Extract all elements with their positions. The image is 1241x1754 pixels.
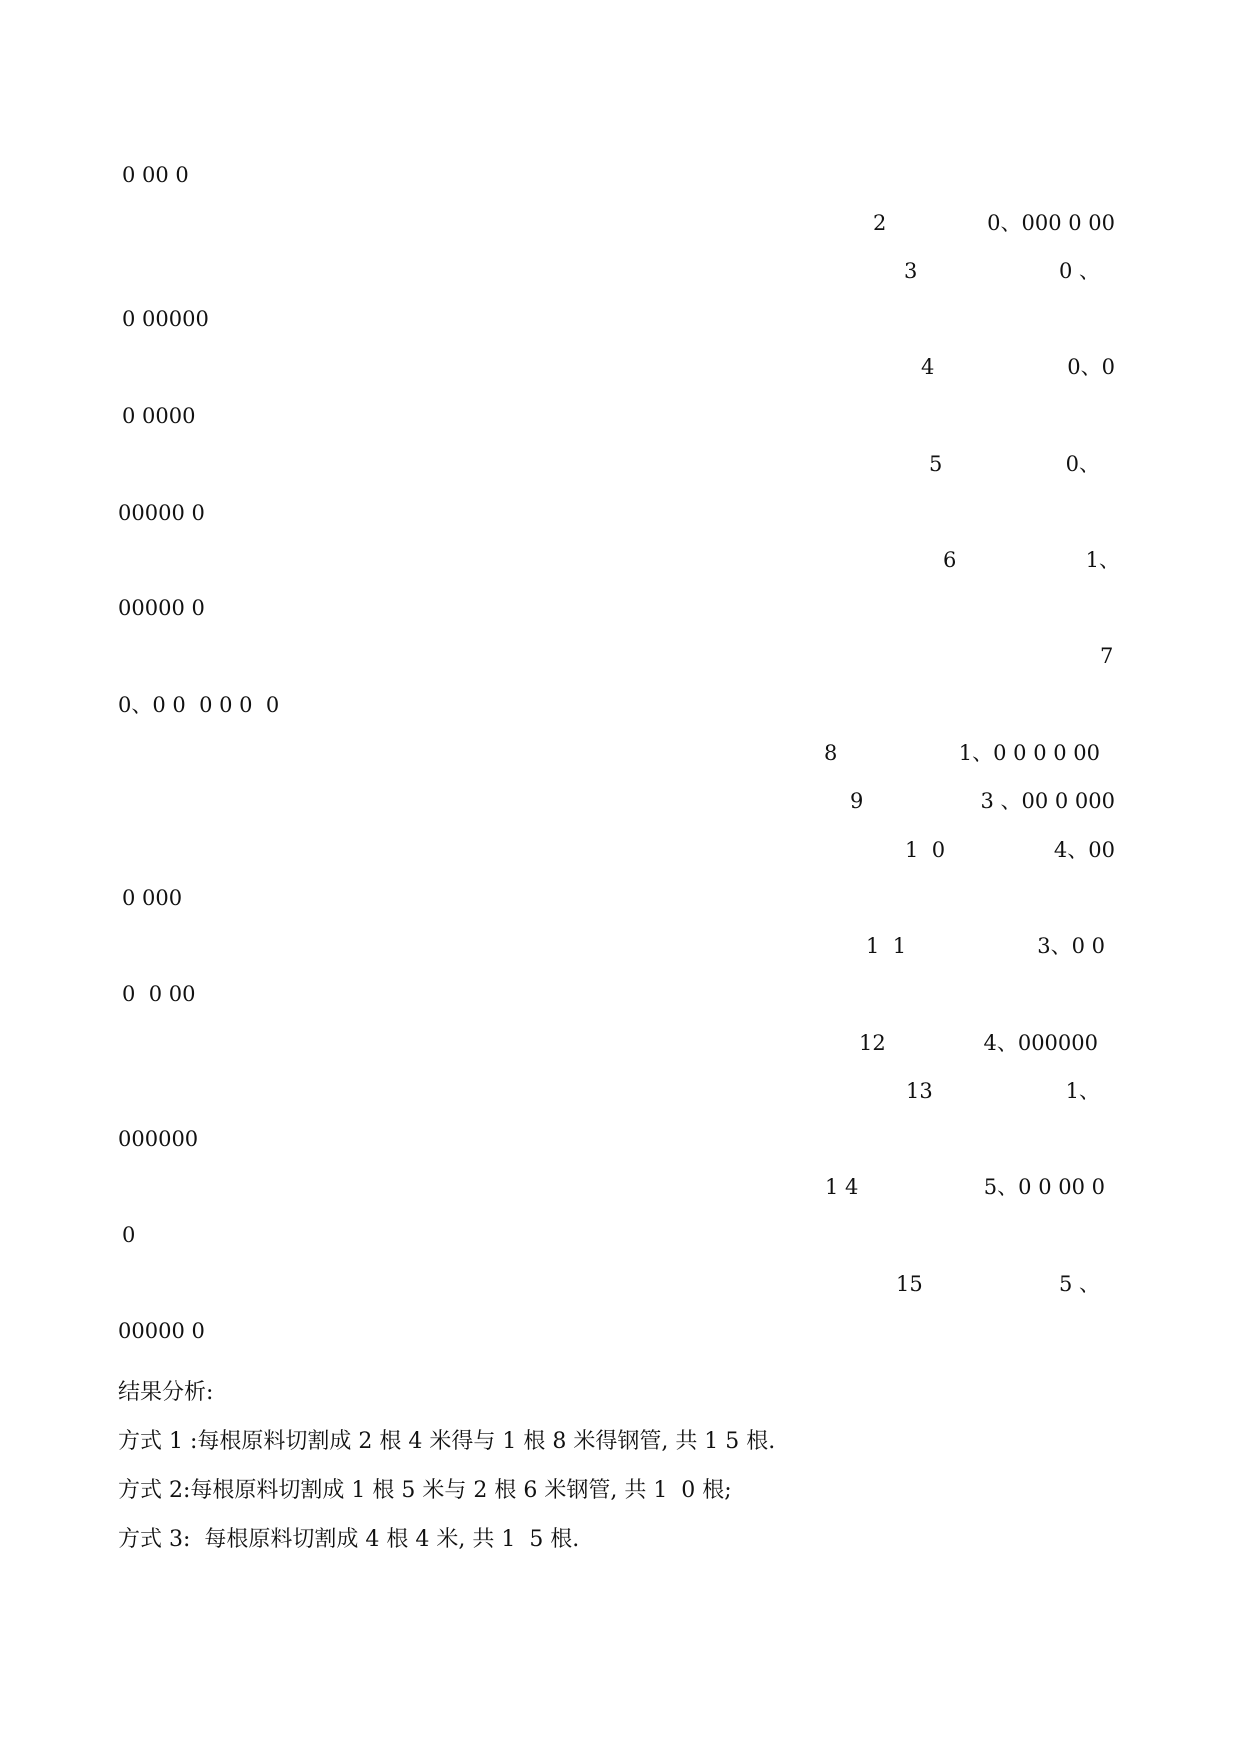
row-24-val: 5 、 xyxy=(1058,1272,1100,1296)
row-7-num: 5 xyxy=(929,452,943,476)
row-2-val: 0、000 0 00 xyxy=(987,211,1115,235)
row-20-val: 1、 xyxy=(1065,1079,1100,1103)
result-analysis xyxy=(118,1380,1118,1576)
row-23-left: 0 xyxy=(122,1223,136,1247)
row-11-num: 7 xyxy=(1100,644,1114,668)
row-15-val: 4、00 xyxy=(1053,838,1115,862)
row-1-left: 0 00 0 xyxy=(122,163,189,187)
row-9-val: 1、 xyxy=(1085,548,1120,572)
row-19-num: 12 xyxy=(859,1031,886,1055)
row-25-left: 00000 0 xyxy=(118,1319,205,1343)
row-22-val: 5、0 0 00 0 xyxy=(983,1175,1105,1199)
analysis-heading: 结果分析: xyxy=(118,1380,214,1405)
row-13-val: 1、0 0 0 0 00 xyxy=(958,741,1100,765)
row-14-val: 3 、00 0 000 xyxy=(980,789,1115,813)
row-13-num: 8 xyxy=(824,741,838,765)
row-5-num: 4 xyxy=(921,355,935,379)
row-14-num: 9 xyxy=(850,789,864,813)
row-17-num: 1 1 xyxy=(866,934,907,958)
row-18-left: 0 0 00 xyxy=(122,982,196,1006)
row-9-num: 6 xyxy=(943,548,957,572)
row-16-left: 0 000 xyxy=(122,886,183,910)
row-5-val: 0、0 xyxy=(1067,355,1115,379)
row-3-val: 0 、 xyxy=(1058,259,1100,283)
row-17-val: 3、0 0 xyxy=(1037,934,1105,958)
row-10-left: 00000 0 xyxy=(118,596,205,620)
row-24-num: 15 xyxy=(896,1272,923,1296)
row-12-left: 0、0 0 0 0 0 0 xyxy=(118,693,280,717)
row-7-val: 0、 xyxy=(1065,452,1100,476)
row-19-val: 4、000000 xyxy=(983,1031,1098,1055)
row-4-left: 0 00000 xyxy=(122,307,209,331)
analysis-line-1: 方式 1 :每根原料切割成 2 根 4 米得与 1 根 8 米得钢管, 共 1 5 根. xyxy=(118,1429,776,1454)
row-3-num: 3 xyxy=(904,259,918,283)
row-2-num: 2 xyxy=(873,211,887,235)
row-15-num: 1 0 xyxy=(905,838,946,862)
row-21-left: 000000 xyxy=(118,1127,199,1151)
row-6-left: 0 0000 xyxy=(122,404,196,428)
analysis-line-2: 方式 2:每根原料切割成 1 根 5 米与 2 根 6 米钢管, 共 1 0 根; xyxy=(118,1478,732,1503)
row-8-left: 00000 0 xyxy=(118,501,205,525)
row-20-num: 13 xyxy=(906,1079,933,1103)
analysis-line-3: 方式 3: 每根原料切割成 4 根 4 米, 共 1 5 根. xyxy=(118,1527,580,1552)
row-22-num: 1 4 xyxy=(825,1175,859,1199)
